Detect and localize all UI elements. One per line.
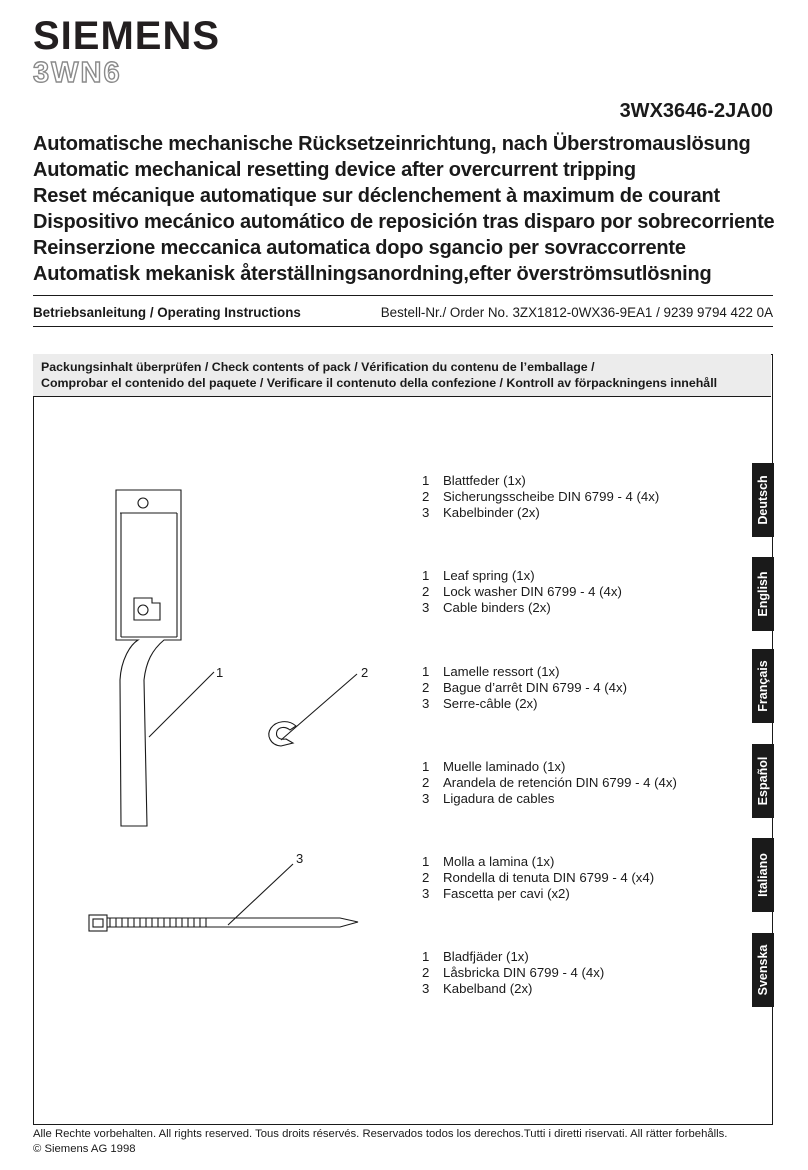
lock-washer-drawing bbox=[269, 722, 296, 746]
rights-notice: Alle Rechte vorbehalten. All rights reserved. Tous droits réservés. Reservados todos los derechos.Tutti i diretti riservati. All rätter forbehålls. bbox=[33, 1128, 728, 1140]
list-item: 1 Muelle laminado (1x) bbox=[422, 759, 566, 774]
list-item: 3 Ligadura de cables bbox=[422, 791, 555, 806]
cable-binder-drawing bbox=[89, 915, 358, 931]
instructions-label: Betriebsanleitung / Operating Instructions bbox=[33, 305, 301, 320]
title-es: Dispositivo mecánico automático de reposición tras disparo por sobrecorriente bbox=[33, 211, 775, 233]
list-item: 2 Rondella di tenuta DIN 6799 - 4 (x4) bbox=[422, 870, 655, 885]
list-item: 2 Låsbricka DIN 6799 - 4 (4x) bbox=[422, 965, 605, 980]
siemens-logo: SIEMENS bbox=[33, 14, 221, 58]
product-name: 3WN6 bbox=[33, 57, 122, 89]
list-item: 2 Lock washer DIN 6799 - 4 (4x) bbox=[422, 584, 622, 599]
order-number: Bestell-Nr./ Order No. 3ZX1812-0WX36-9EA1 / 9239 9794 422 0A bbox=[380, 305, 773, 320]
list-item: 3 Cable binders (2x) bbox=[422, 600, 551, 615]
footer bbox=[33, 1127, 727, 1157]
leaf-spring-drawing bbox=[116, 490, 181, 826]
list-item: 1 Lamelle ressort (1x) bbox=[422, 664, 560, 679]
list-item: 1 Blattfeder (1x) bbox=[422, 473, 526, 488]
tab-italiano[interactable]: Italiano bbox=[752, 838, 774, 912]
list-item: 3 Serre-câble (2x) bbox=[422, 696, 538, 711]
callout-1: 1 bbox=[216, 665, 224, 680]
list-item: 1 Molla a lamina (1x) bbox=[422, 854, 555, 869]
callout-3: 3 bbox=[296, 851, 304, 866]
list-item: 3 Kabelband (2x) bbox=[422, 981, 533, 996]
tab-english[interactable]: English bbox=[752, 557, 774, 631]
title-sv: Automatisk mekanisk återställningsanordning,efter överströmsutlösning bbox=[33, 263, 712, 285]
list-item: 1 Bladfjäder (1x) bbox=[422, 949, 529, 964]
title-de: Automatische mechanische Rücksetzeinrichtung, nach Überstromauslösung bbox=[33, 133, 751, 155]
list-item: 3 Kabelbinder (2x) bbox=[422, 505, 540, 520]
copyright: © Siemens AG 1998 bbox=[33, 1143, 136, 1155]
callout-2: 2 bbox=[361, 665, 369, 680]
tab-deutsch[interactable]: Deutsch bbox=[752, 463, 774, 537]
list-item: 2 Arandela de retención DIN 6799 - 4 (4x) bbox=[422, 775, 677, 790]
tab-svenska[interactable]: Svenska bbox=[752, 933, 774, 1007]
list-item: 3 Fascetta per cavi (x2) bbox=[422, 886, 570, 901]
list-item: 1 Leaf spring (1x) bbox=[422, 568, 535, 583]
title-en: Automatic mechanical resetting device after overcurrent tripping bbox=[33, 159, 636, 181]
contents-heading-line1: Packungsinhalt überprüfen / Check contents of pack / Vérification du contenu de l’emballage / bbox=[41, 360, 595, 374]
title-fr: Reset mécanique automatique sur déclenchement à maximum de courant bbox=[33, 185, 721, 207]
list-item: 2 Bague d’arrêt DIN 6799 - 4 (4x) bbox=[422, 680, 627, 695]
title-it: Reinserzione meccanica automatica dopo sgancio per sovraccorrente bbox=[33, 237, 686, 259]
contents-heading-line2: Comprobar el contenido del paquete / Verificare il contenuto della confezione / Kontroll av förpackningens innehåll bbox=[41, 376, 718, 390]
tab-francais[interactable]: Français bbox=[752, 649, 774, 723]
list-item: 2 Sicherungsscheibe DIN 6799 - 4 (4x) bbox=[422, 489, 660, 504]
part-number: 3WX3646-2JA00 bbox=[619, 100, 773, 122]
tab-espanol[interactable]: Español bbox=[752, 744, 774, 818]
